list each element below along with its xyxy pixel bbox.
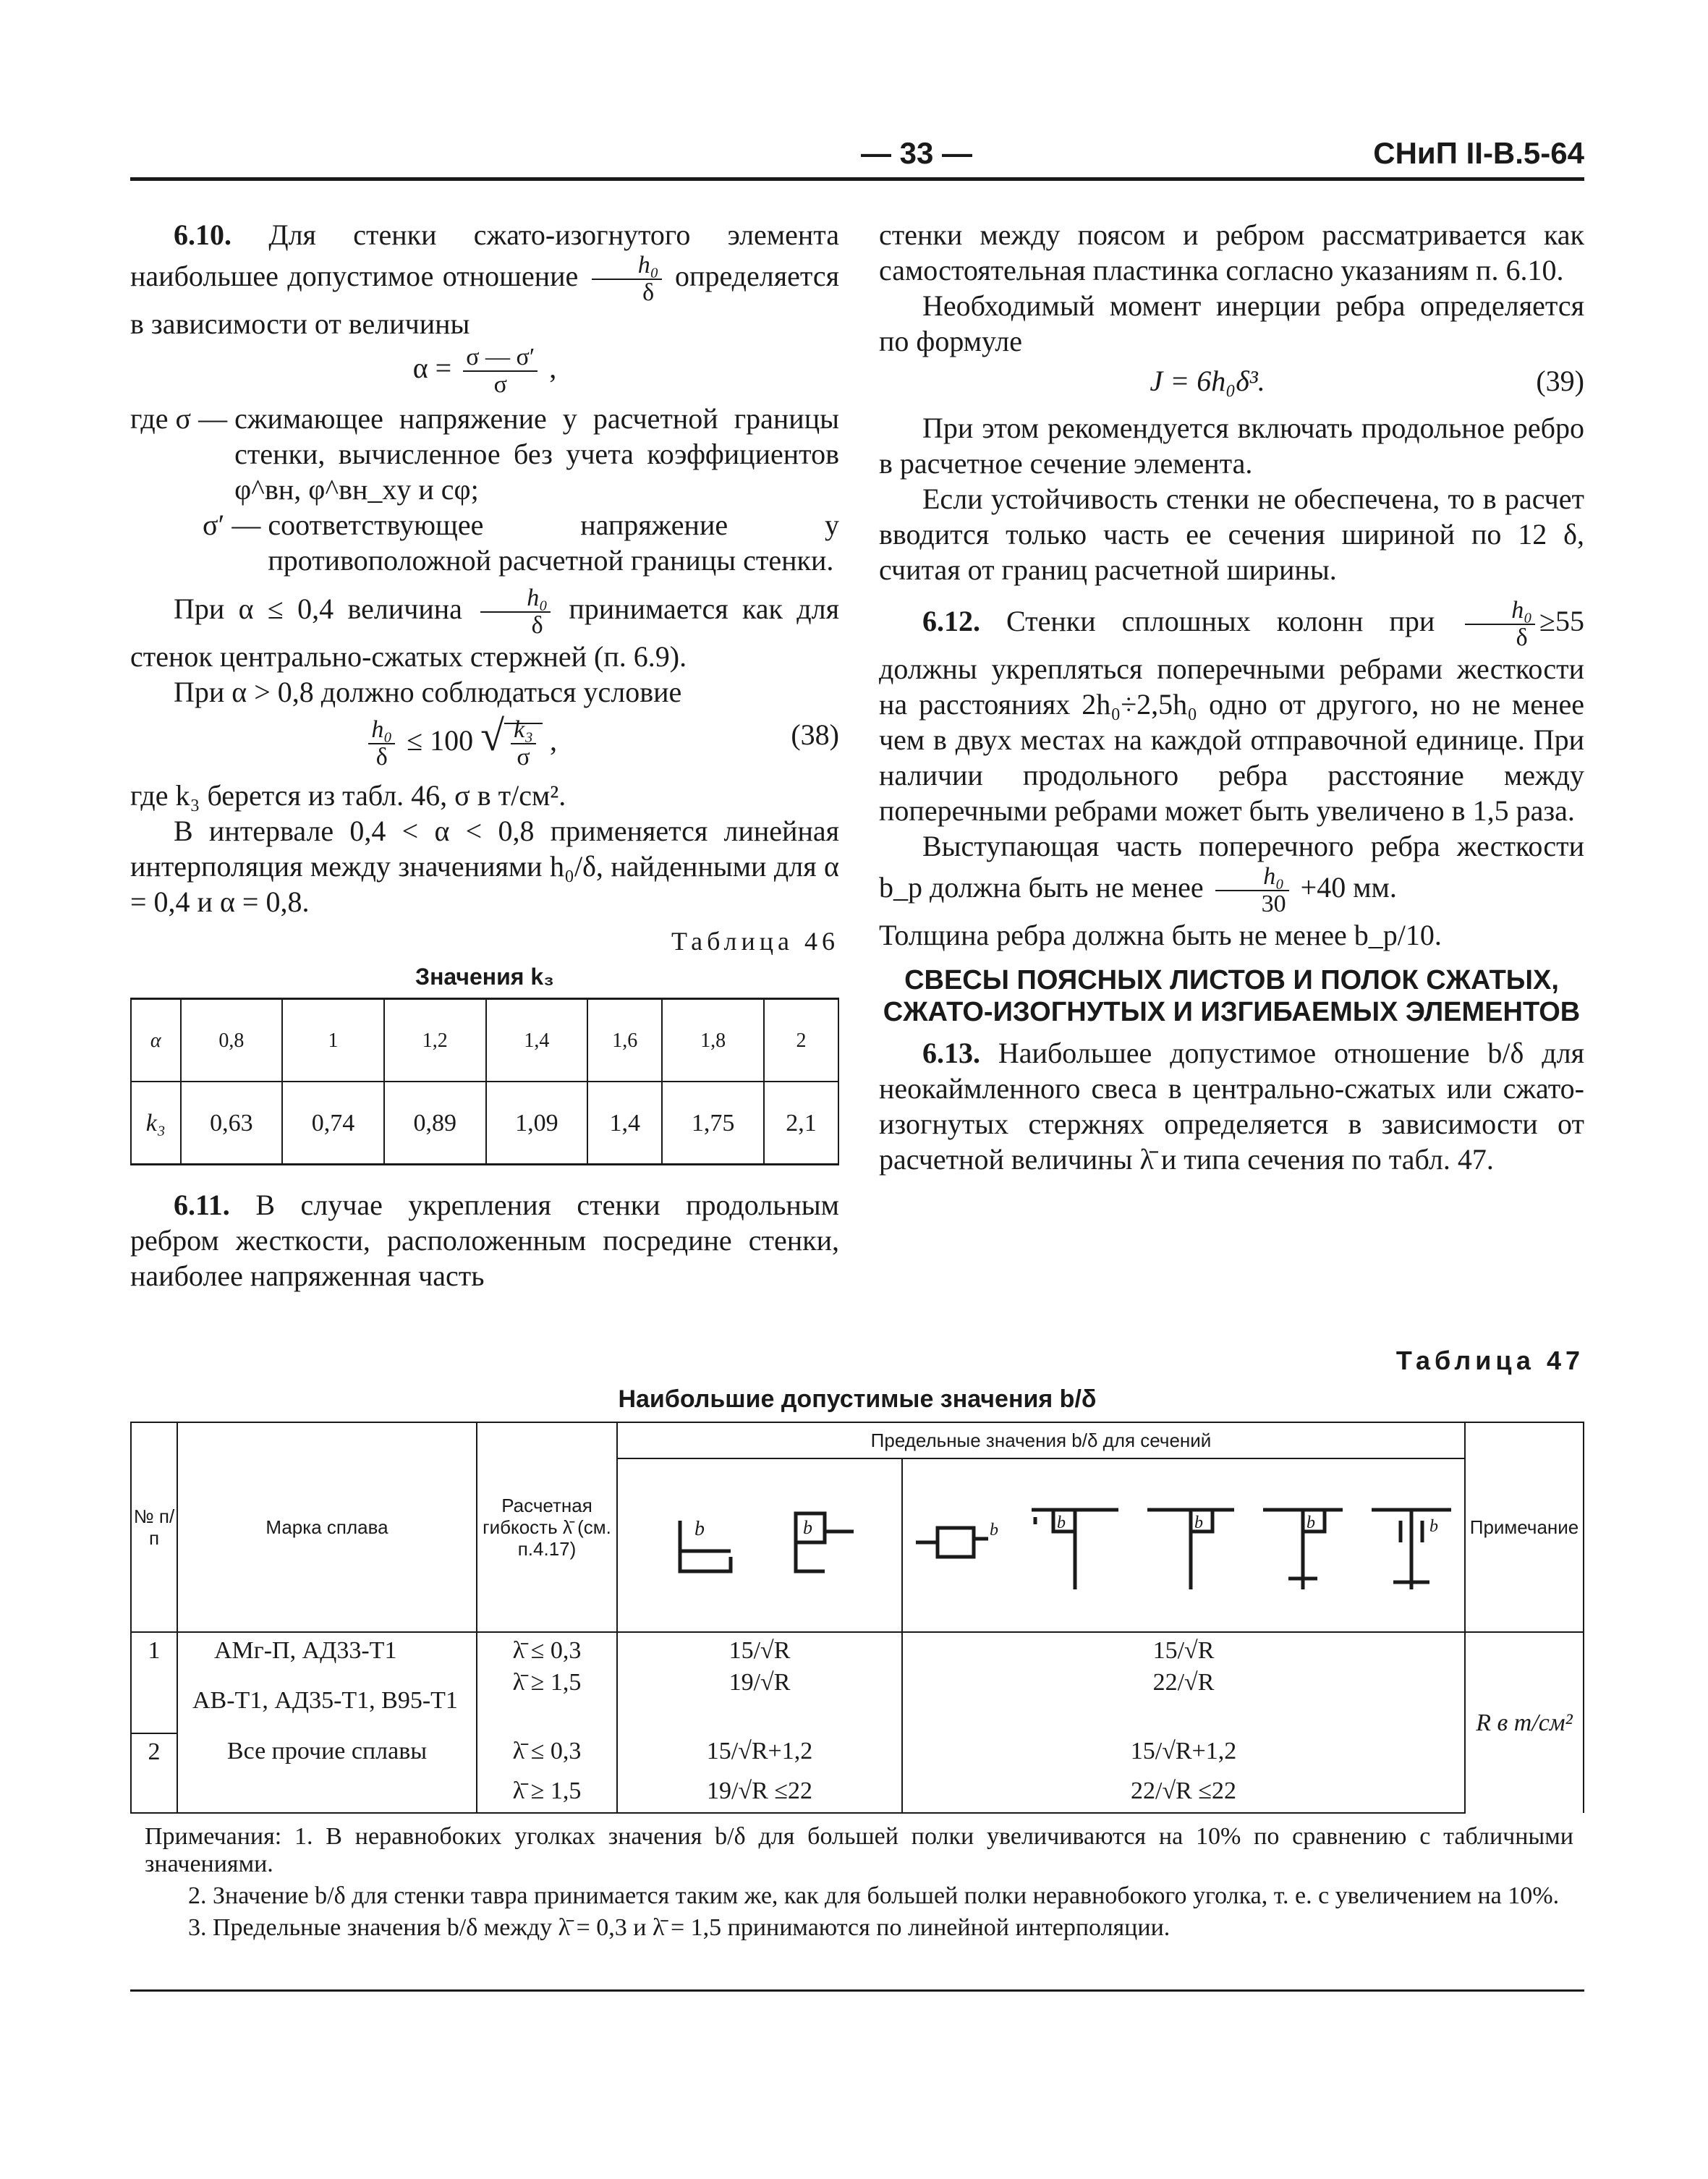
clause-text: ≥55 (1539, 605, 1584, 638)
definition-body: сжимающее напряжение у расчетной границы стенки, вычисленное без учета коэффициентов φ^вн, φ^вн_xy и cφ; (234, 402, 839, 506)
table-47-grid (130, 1422, 1584, 1814)
fraction-denominator: δ (375, 744, 388, 770)
definition-term: σ′ — (203, 509, 261, 541)
table-cell: 2 (131, 1733, 177, 1770)
paragraph-moment: Необходимый момент инерции ребра определяется по формуле (879, 289, 1584, 357)
table-cell: 22/√R (902, 1668, 1465, 1733)
definition-body: соответствующее напряжение у противоположной расчетной границы стенки. (268, 509, 839, 577)
table-47 (130, 1422, 1584, 1814)
fraction-numerator: h₀ (1465, 598, 1535, 625)
table-cell: k₃ (131, 1082, 181, 1165)
svg-text:b: b (1194, 1513, 1203, 1532)
header-note: Примечание (1465, 1422, 1584, 1632)
paragraph-rib-thickness: Толщина ребра должна быть не менее b_p/10. (879, 919, 1442, 951)
paragraph-6-11 (130, 1187, 839, 1294)
table-cell: 0,89 (384, 1082, 486, 1165)
table-cell: Все прочие сплавы (177, 1733, 477, 1770)
section-title: СВЕСЫ ПОЯСНЫХ ЛИСТОВ И ПОЛОК СЖАТЫХ, СЖАТО-ИЗОГНУТЫХ И ИЗГИБАЕМЫХ ЭЛЕМЕНТОВ (883, 965, 1581, 1027)
paragraph-k3: где k₃ берется из табл. 46, σ в т/см². (130, 779, 566, 812)
paragraph-alpha-08: При α > 0,8 должно соблюдаться условие (174, 676, 682, 708)
header-flexibility: Расчетная гибкость λ̄ (см. п.4.17) (477, 1422, 617, 1632)
table-cell: λ̄ ≤ 0,3 (477, 1632, 617, 1668)
formula-tail: , (550, 724, 557, 757)
equation-number: (39) (1536, 365, 1584, 397)
table-cell: 1,4 (486, 999, 588, 1082)
text: принимается как для стенок центрально-сжатых стержней (п. 6.9). (130, 592, 839, 673)
table-row (131, 1668, 1584, 1733)
fraction-numerator: h₀ (592, 252, 662, 280)
table-47-title: Наибольшие допустимые значения b/δ (618, 1385, 1097, 1413)
text: Выступающая часть поперечного ребра жесткости b_p должна быть не менее (879, 830, 1584, 904)
section-icons-angle (617, 1458, 902, 1632)
clause-number: 6.13. (922, 1037, 980, 1069)
table-row (131, 1770, 1584, 1813)
clause-text: определяется в зависимости от величины (130, 260, 840, 340)
angle-section-icon (651, 1499, 868, 1586)
table-cell: АВ-Т1, АД35-Т1, В95-Т1 (177, 1668, 477, 1733)
fraction-denominator: σ (517, 744, 530, 770)
table-cell: 19/√R (617, 1668, 902, 1733)
text: При α ≤ 0,4 величина (174, 592, 462, 626)
fraction-numerator: σ — σ′ (463, 344, 538, 372)
fraction-h0-delta (1465, 598, 1535, 651)
fraction-denominator: δ (531, 612, 543, 639)
table-cell: 0,74 (282, 1082, 384, 1165)
equation-number: (38) (791, 718, 839, 751)
table-cell: 15/√R (617, 1632, 902, 1668)
svg-text:b: b (803, 1516, 812, 1538)
table-cell: 1,75 (662, 1082, 764, 1165)
header-limits: Предельные значения b/δ для сечений (617, 1422, 1465, 1458)
table-cell: 2 (764, 999, 838, 1082)
definition-sigma (130, 401, 839, 507)
clause-text: Наибольшее допустимое отношение b/δ для неокаймленного свеса в центрально-сжатых или сжато-изогнутых стержнях определяется в зависимости от расчетной величины λ̄ и типа сечения по табл. 47. (879, 1037, 1584, 1176)
page-number: — 33 — (861, 136, 973, 170)
table-cell: λ̄ ≥ 1,5 (477, 1770, 617, 1813)
table-46-caption: Таблица 46 (671, 927, 839, 956)
clause-text: должны укрепляться поперечными ребрами жесткости на расстояниях 2h₀÷2,5h₀ одно от другого, но не менее чем в двух местах на каждой отправочной единице. При наличии продольного ребра расстояние между поперечными ребрами может быть увеличено в 1,5 раза. (879, 653, 1584, 827)
table-cell: 0,8 (181, 999, 283, 1082)
table-47-caption: Таблица 47 (1395, 1346, 1584, 1375)
alpha-fraction (463, 344, 538, 398)
table-cell: λ̄ ≤ 0,3 (477, 1733, 617, 1770)
radical-fraction (511, 717, 536, 770)
table-note-cell: R в т/см² (1465, 1632, 1584, 1813)
svg-text:b: b (990, 1520, 998, 1539)
fraction-numerator: h₀ (368, 717, 395, 744)
fraction-numerator: h₀ (1215, 864, 1289, 891)
clause-text: В случае укрепления стенки продольным ребром жесткости, расположенным посредине стенки, наиболее напряженная часть (130, 1189, 839, 1292)
radical-sign: √ (480, 712, 505, 760)
left-column (130, 217, 839, 1294)
paragraph-alpha-04 (130, 585, 839, 674)
right-column (879, 217, 1584, 1177)
section-icons-tee-channel (902, 1458, 1465, 1632)
fraction-numerator: h₀ (480, 585, 551, 613)
table-46 (130, 998, 839, 1165)
table-47-notes (145, 1823, 1573, 1946)
paragraph-6-12 (879, 598, 1584, 828)
table-cell: 1,09 (486, 1082, 588, 1165)
svg-text:b: b (1429, 1516, 1438, 1536)
text: +40 мм. (1300, 871, 1397, 904)
fraction-lhs (368, 717, 395, 770)
svg-text:b: b (694, 1517, 705, 1540)
header-mark: Марка сплава (177, 1422, 477, 1632)
table-cell: λ̄ ≥ 1,5 (477, 1668, 617, 1733)
table-cell: 2,1 (764, 1082, 838, 1165)
formula-38 (130, 712, 839, 770)
clause-text: Стенки сплошных колонн при (1006, 605, 1435, 638)
paragraph-recommend: При этом рекомендуется включать продольное ребро в расчетное сечение элемента. (879, 412, 1584, 480)
table-cell: 22/√R ≤22 (902, 1770, 1465, 1813)
table-cell: 1,2 (384, 999, 486, 1082)
fraction-h0-delta (480, 585, 551, 639)
formula-lhs: α = (412, 352, 452, 385)
alpha-formula (130, 344, 839, 398)
table-cell: 19/√R ≤22 (617, 1770, 902, 1813)
table-cell: 15/√R+1,2 (617, 1733, 902, 1770)
fraction-h0-delta (592, 252, 662, 306)
page-header (130, 136, 1584, 174)
paragraph-6-13 (879, 1035, 1584, 1177)
table-cell: АМг-П, АД33-Т1 (177, 1632, 477, 1668)
tee-channel-sections-icon (909, 1488, 1458, 1597)
table-row (131, 1632, 1584, 1668)
table-cell: 1,6 (587, 999, 662, 1082)
formula-body: J = 6h₀δ³. (1150, 365, 1265, 397)
fraction-denominator: 30 (1261, 891, 1286, 917)
fraction-h0-30 (1215, 864, 1289, 917)
paragraph-stability: Если устойчивость стенки не обеспечена, то в расчет вводится только часть ее сечения шириной по 12 δ, считая от границ расчетной ширины. (879, 483, 1584, 586)
note-3: 3. Предельные значения b/δ между λ̄ = 0,3 и λ̄ = 1,5 принимаются по линейной интерполяции. (188, 1914, 1170, 1941)
table-row (131, 1733, 1584, 1770)
table-cell: 15/√R+1,2 (902, 1733, 1465, 1770)
table-46-title: Значения k₃ (415, 964, 554, 990)
table-cell: 1,4 (587, 1082, 662, 1165)
table-cell: 1 (131, 1632, 177, 1668)
note-2: 2. Значение b/δ для стенки тавра принимается таким же, как для большей полки неравнобокого уголка, т. е. с увеличением на 10%. (188, 1882, 1560, 1909)
table-cell: 15/√R (902, 1632, 1465, 1668)
table-cell (177, 1770, 477, 1813)
table-cell: 1 (282, 999, 384, 1082)
paragraph-6-11-cont: стенки между поясом и ребром рассматривается как самостоятельная пластинка согласно указаниям п. 6.10. (879, 218, 1584, 286)
fraction-denominator: δ (1516, 624, 1528, 651)
svg-text:b: b (1057, 1513, 1066, 1532)
table-cell: α (131, 999, 181, 1082)
formula-mid: ≤ 100 (407, 724, 474, 757)
table-cell (131, 1668, 177, 1733)
paragraph-rib (879, 828, 1584, 917)
clause-number: 6.12. (922, 605, 980, 638)
fraction-numerator: k₃ (511, 717, 536, 744)
formula-39 (879, 363, 1584, 399)
table-cell: 1,8 (662, 999, 764, 1082)
table-bottom-rule (130, 1989, 1584, 1992)
clause-number: 6.11. (174, 1189, 230, 1221)
table-header-row (131, 1422, 1584, 1458)
fraction-denominator: δ (642, 279, 655, 306)
note-1: Примечания: 1. В неравнобоких уголках значения b/δ для большей полки увеличиваются на 10% по сравнению с табличными значениями. (145, 1823, 1573, 1877)
clause-number: 6.10. (174, 218, 231, 251)
paragraph-interpolation: В интервале 0,4 < α < 0,8 применяется линейная интерполяция между значениями h₀/δ, найденными для α = 0,4 и α = 0,8. (130, 815, 839, 918)
table-row (131, 1082, 838, 1165)
definition-term: где σ — (130, 402, 228, 435)
clause-text: Для стенки сжато-изогнутого элемента наибольшее допустимое отношение (130, 218, 840, 293)
definition-sigma-prime (130, 507, 839, 578)
table-row (131, 999, 838, 1082)
fraction-denominator: σ (493, 371, 507, 398)
table-cell: 0,63 (181, 1082, 283, 1165)
header-rule (130, 177, 1584, 181)
paragraph-6-10 (130, 217, 839, 341)
document-code: СНиП II-В.5-64 (1373, 136, 1584, 170)
header-no: № п/п (131, 1422, 177, 1632)
svg-text:b: b (1307, 1513, 1315, 1532)
formula-tail: , (549, 352, 557, 385)
table-cell (131, 1770, 177, 1813)
